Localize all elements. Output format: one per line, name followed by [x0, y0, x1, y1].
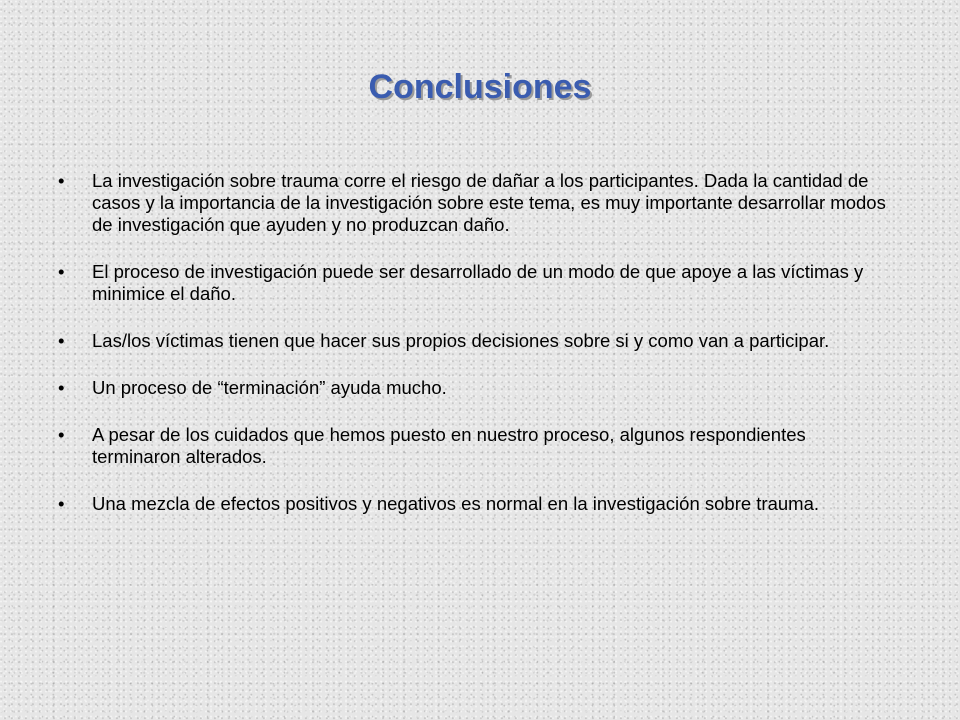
bullet-icon: •	[58, 493, 65, 514]
bullet-item	[58, 330, 898, 352]
bullet-icon: •	[58, 330, 65, 351]
bullet-item	[58, 261, 898, 305]
bullet-icon: •	[58, 424, 65, 445]
slide-title: Conclusiones	[368, 68, 592, 106]
bullet-icon: •	[58, 377, 65, 398]
bullet-icon: •	[58, 170, 65, 191]
bullet-item	[58, 170, 898, 236]
bullet-text: Las/los víctimas tienen que hacer sus propios decisiones sobre si y como van a participar.	[92, 330, 830, 351]
bullet-text: Una mezcla de efectos positivos y negativos es normal en la investigación sobre trauma.	[92, 493, 820, 514]
bullet-item	[58, 377, 898, 399]
bullet-text: El proceso de investigación puede ser desarrollado de un modo de que apoye a las víctimas y minimice el daño.	[92, 261, 864, 304]
bullet-list	[58, 170, 898, 540]
bullet-item	[58, 424, 898, 468]
bullet-text: La investigación sobre trauma corre el riesgo de dañar a los participantes. Dada la cantidad de casos y la importancia de la investigación sobre este tema, es muy importante desarrollar modos de investigación que ayuden y no produzcan daño.	[92, 170, 886, 235]
bullet-icon: •	[58, 261, 65, 282]
bullet-text: A pesar de los cuidados que hemos puesto en nuestro proceso, algunos respondientes terminaron alterados.	[92, 424, 806, 467]
bullet-text: Un proceso de “terminación” ayuda mucho.	[92, 377, 447, 398]
bullet-item	[58, 493, 898, 515]
